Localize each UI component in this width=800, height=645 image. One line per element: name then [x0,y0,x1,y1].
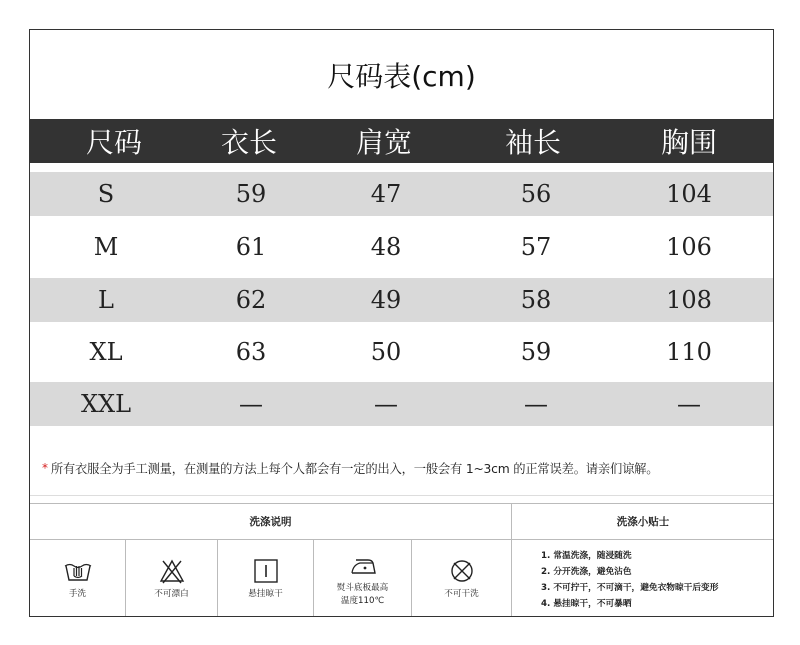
note-star: * [42,460,48,475]
header-row [30,119,773,163]
no-dry-clean-icon [447,558,477,584]
hang-dry-icon [251,558,281,584]
table-row [30,172,773,216]
iron-label: 熨斗底板最高 温度110℃ [336,582,389,606]
size-chart [29,29,774,617]
chest-cell: 104 [666,180,712,208]
measurement-note [30,440,773,496]
washing-section [30,503,773,617]
no-dry-clean-item [412,540,511,617]
wash-tips-title: 洗涤小贴士 [511,504,774,540]
table-row [30,225,773,269]
shoulder-cell: 50 [370,338,402,366]
shoulder-cell: 49 [370,286,402,314]
chest-cell: — [677,390,701,418]
sleeve-cell: 58 [520,286,552,314]
wash-tips-list [511,540,774,617]
wash-tip: 4. 悬挂晾干，不可暴晒 [541,599,632,609]
header-shoulder: 肩宽 [355,126,413,159]
hand-wash-item [30,540,126,617]
no-dry-clean-label: 不可干洗 [444,589,479,599]
iron-item [314,540,412,617]
note-text: 所有衣服全为手工测量，在测量的方法上每个人都会有一定的出入，一般会有 1~3cm 的正常误差。请亲们谅解。 [50,461,659,476]
hang-dry-label: 悬挂晾干 [248,589,283,599]
length-cell: 63 [235,338,267,366]
sleeve-cell: — [524,390,548,418]
iron-icon [348,552,378,578]
table-row [30,330,773,374]
header-size: 尺码 [85,126,143,159]
table-row [30,382,773,426]
no-bleach-icon [157,558,187,584]
size-cell: M [93,233,119,261]
sleeve-cell: 59 [520,338,552,366]
wash-tip: 1. 常温洗涤，随浸随洗 [541,551,632,561]
size-cell: XXL [80,390,132,418]
chart-title: 尺码表(cm) [327,59,476,93]
chest-cell: 110 [666,338,712,366]
chest-cell: 106 [666,233,712,261]
length-cell: 62 [235,286,267,314]
length-cell: — [239,390,263,418]
header-sleeve: 袖长 [504,126,562,159]
wash-tip: 3. 不可拧干，不可滴干，避免衣物晾干后变形 [541,583,719,593]
table-row [30,278,773,322]
chest-cell: 108 [666,286,712,314]
length-cell: 59 [235,180,267,208]
hand-wash-icon [63,558,93,584]
header-length: 衣长 [220,126,278,159]
shoulder-cell: 48 [370,233,402,261]
shoulder-cell: 47 [370,180,402,208]
wash-instructions-title: 洗涤说明 [30,504,511,540]
sleeve-cell: 56 [520,180,552,208]
no-bleach-label: 不可漂白 [154,589,189,599]
header-chest: 胸围 [660,126,718,159]
wash-tip: 2. 分开洗涤，避免沾色 [541,567,632,577]
hand-wash-label: 手洗 [68,589,87,599]
sleeve-cell: 57 [520,233,552,261]
size-cell: XL [89,338,123,366]
size-cell: S [97,180,115,208]
length-cell: 61 [235,233,267,261]
hang-dry-item [218,540,314,617]
no-bleach-item [126,540,218,617]
shoulder-cell: — [374,390,398,418]
size-cell: L [98,286,114,314]
